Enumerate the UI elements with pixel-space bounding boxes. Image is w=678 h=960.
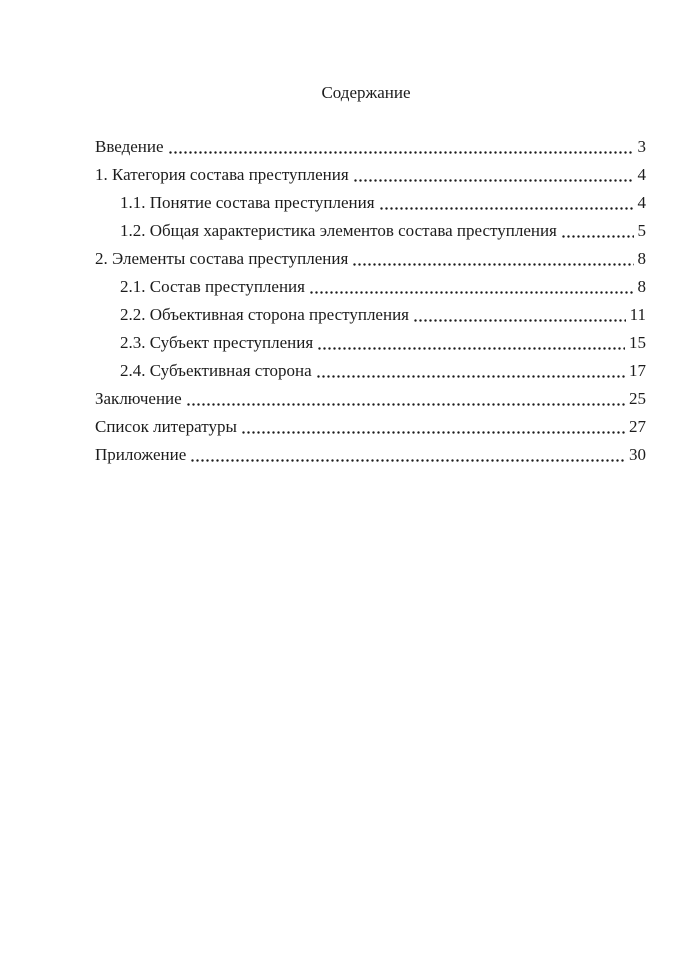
dot-leader (315, 357, 625, 385)
toc-entry-label: 2.2. Объективная сторона преступления (120, 305, 409, 324)
toc-entry-label: Приложение (95, 445, 187, 464)
dot-leader (560, 217, 634, 245)
dot-leader (412, 301, 626, 329)
toc-entry-label: 2.3. Субъект преступления (120, 333, 314, 352)
toc-entry-page-number: 8 (637, 277, 646, 296)
toc-entry (95, 329, 646, 357)
toc-entry-page-number: 3 (637, 137, 646, 156)
toc-entry-page-number: 15 (629, 333, 646, 352)
toc-entry-label: 1.2. Общая характеристика элементов состава преступления (120, 221, 557, 240)
toc-entry (95, 161, 646, 189)
toc-entry (95, 385, 646, 413)
toc-entry-page-number: 27 (629, 417, 646, 436)
toc-entry-page-number: 17 (629, 361, 646, 380)
dot-leader (378, 189, 634, 217)
toc-entry-label: 1.1. Понятие состава преступления (120, 193, 375, 212)
toc-entry-page-number: 11 (629, 305, 646, 324)
toc-entry-page-number: 30 (629, 445, 646, 464)
toc-entry-page-number: 8 (637, 249, 646, 268)
toc-entry-page-number: 25 (629, 389, 646, 408)
toc-entry-page-number: 4 (637, 193, 646, 212)
toc-entry-page-number: 4 (637, 165, 646, 184)
toc-entry (95, 217, 646, 245)
toc-entry (95, 245, 646, 273)
dot-leader (185, 385, 625, 413)
toc-entry-page-number: 5 (637, 221, 646, 240)
toc-entry-label: 1. Категория состава преступления (95, 165, 349, 184)
toc-entry-label: Введение (95, 137, 164, 156)
toc-entry-label: 2. Элементы состава преступления (95, 249, 349, 268)
toc-entry (95, 273, 646, 301)
dot-leader (316, 329, 625, 357)
dot-leader (351, 245, 633, 273)
toc-entry-label: 2.4. Субъективная сторона (120, 361, 312, 380)
dot-leader (240, 413, 625, 441)
toc-entry-label: 2.1. Состав преступления (120, 277, 305, 296)
toc-entry (95, 301, 646, 329)
dot-leader (189, 441, 625, 469)
toc-entry (95, 133, 646, 161)
dot-leader (308, 273, 634, 301)
dot-leader (352, 161, 634, 189)
toc-entry (95, 441, 646, 469)
page-title: Содержание (321, 83, 411, 102)
dot-leader (167, 133, 634, 161)
toc-entry (95, 413, 646, 441)
toc-entry-label: Заключение (95, 389, 182, 408)
table-of-contents (95, 133, 646, 469)
toc-entry (95, 357, 646, 385)
toc-entry-label: Список литературы (95, 417, 237, 436)
toc-entry (95, 189, 646, 217)
